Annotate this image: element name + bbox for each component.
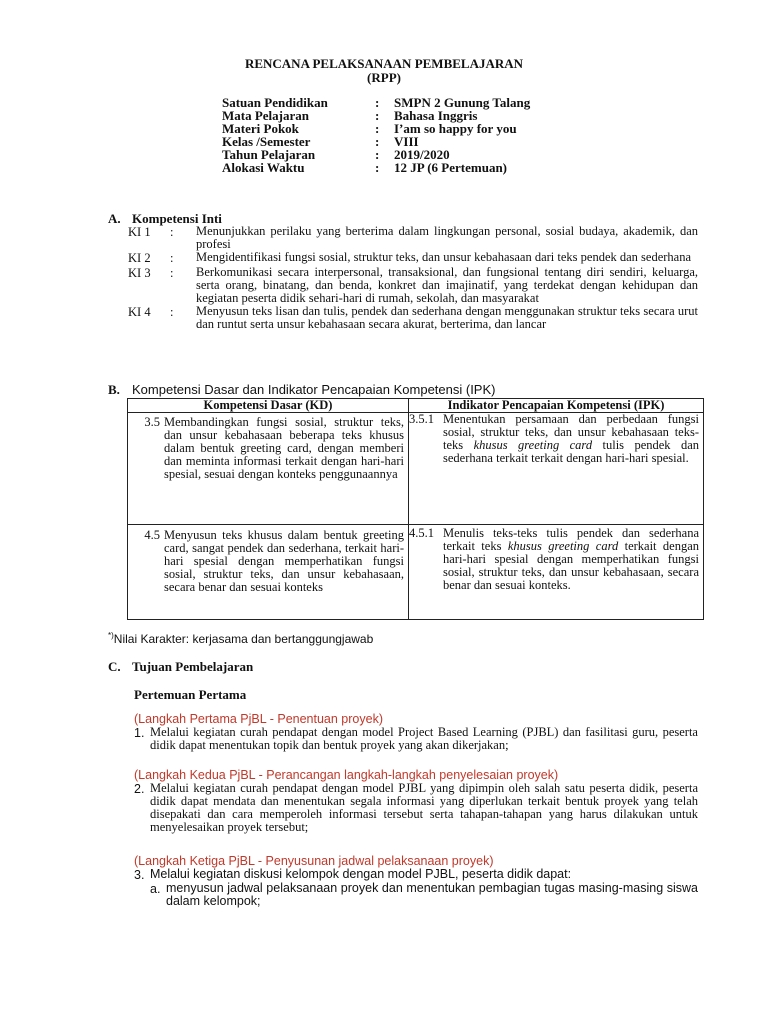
ki-text: Berkomunikasi secara interpersonal, transaksional, dan fungsional tentang diri sendiri, keluarga, serta orang, binatang, dan benda, konkret dan imajinatif, yang terdekat dengan kehidupan dan kegiatan peserta didik sehari-hari di rumah, sekolah, dan masyarakat: [196, 265, 698, 305]
identity-label: Mata Pelajaran: [222, 108, 310, 123]
identity-value: 2019/2020: [394, 147, 450, 162]
ipk-number: 3.5.1: [409, 412, 434, 426]
identity-colon: :: [375, 160, 380, 175]
list-item: [134, 782, 698, 834]
ki-colon: :: [170, 251, 174, 265]
ki-colon: :: [170, 305, 174, 319]
column-header-ipk: Indikator Pencapaian Kompetensi (IPK): [409, 399, 704, 413]
table-row: [128, 525, 704, 620]
identity-colon: :: [375, 108, 380, 123]
identity-colon: :: [375, 95, 380, 110]
section-title: Kompetensi Dasar dan Indikator Pencapaian Kompetensi (IPK): [132, 382, 496, 397]
title-line-2: (RPP): [367, 70, 401, 85]
note-mark: *): [108, 631, 114, 640]
ki-label: KI 3: [128, 266, 151, 280]
title-line-1: RENCANA PELAKSANAAN PEMBELAJARAN: [244, 56, 524, 71]
item-text: Melalui kegiatan curah pendapat dengan model Project Based Learning (PJBL) dan fasilitasi guru, peserta didik dapat menentukan topik dan bentuk proyek yang akan dikerjakan;: [150, 725, 698, 752]
step-heading: (Langkah Pertama PjBL - Penentuan proyek): [134, 712, 383, 726]
ki-item: [128, 266, 698, 305]
item-number: 1.: [134, 726, 145, 740]
ipk-cell: [409, 413, 704, 525]
ki-label: KI 1: [128, 225, 151, 239]
document-title: [0, 57, 768, 85]
identity-value: I’am so happy for you: [394, 121, 517, 136]
section-letter: A.: [108, 211, 121, 226]
note-text: Nilai Karakter: kerjasama dan bertanggungjawab: [113, 632, 374, 646]
ipk-number: 4.5.1: [409, 526, 434, 540]
identity-colon: :: [375, 147, 380, 162]
ki-item: [128, 305, 698, 331]
ipk-text-part: tulis pendek dan sederhana terkait terkait dengan hari-hari spesial.: [443, 438, 700, 465]
identity-label: Materi Pokok: [222, 121, 299, 136]
identity-value: VIII: [394, 134, 419, 149]
kd-number: 4.5: [144, 528, 160, 542]
ipk-text-italic: khusus greeting card: [507, 539, 619, 553]
ki-text: Mengidentifikasi fungsi sosial, struktur teks, dan unsur kebahasaan dari teks pendek dan sederhana: [196, 250, 692, 264]
ipk-text: [443, 527, 703, 592]
identity-colon: :: [375, 121, 380, 136]
meeting-heading: Pertemuan Pertama: [134, 687, 247, 702]
section-c-heading: [108, 659, 253, 675]
identity-label: Satuan Pendidikan: [222, 95, 328, 110]
ipk-text-part: Menulis teks-teks tulis pendek dan sederhana terkait teks: [443, 526, 699, 553]
ki-label: KI 2: [128, 251, 151, 265]
step-heading: (Langkah Kedua PjBL - Perancangan langkah-langkah penyelesaian proyek): [134, 768, 559, 782]
character-note: [108, 631, 373, 646]
identity-label: Kelas /Semester: [222, 134, 311, 149]
ki-label: KI 4: [128, 305, 151, 319]
section-letter: C.: [108, 659, 121, 674]
ki-colon: :: [170, 225, 174, 239]
identity-row: [222, 161, 530, 174]
ipk-text-part: Menentukan persamaan dan perbedaan fungsi sosial, struktur teks, dan unsur kebahasaan teks-teks: [443, 412, 699, 452]
section-title: Kompetensi Inti: [132, 211, 222, 226]
kd-cell: [128, 525, 409, 620]
identity-value: SMPN 2 Gunung Talang: [394, 95, 531, 110]
kd-number: 3.5: [144, 415, 160, 429]
section-b-heading: [108, 382, 495, 398]
identity-value: 12 JP (6 Pertemuan): [394, 160, 508, 175]
item-number: 3.: [134, 868, 145, 882]
ipk-text-italic: khusus greeting card: [473, 438, 593, 452]
kd-cell: [128, 413, 409, 525]
item-text: Melalui kegiatan curah pendapat dengan model PJBL yang dipimpin oleh salah satu peserta didik, peserta didik dapat mendata dan menentukan segala informasi yang diperlukan terkait bentuk proyek yang telah disepakati dan cara memperoleh informasi tersebut serta tahapan-tahapan yang harus dilakukan untuk menyelesaikan proyek tersebut;: [150, 781, 698, 834]
item-text: Melalui kegiatan diskusi kelompok dengan model PJBL, peserta didik dapat:: [150, 867, 572, 881]
ki-item: [128, 251, 698, 266]
table-header-row: [128, 399, 704, 413]
subitem-letter: a.: [150, 882, 161, 896]
list-subitem: [150, 882, 698, 908]
identity-value: Bahasa Inggris: [394, 108, 478, 123]
list-item: [134, 868, 698, 882]
step-heading: (Langkah Ketiga PjBL - Penyusunan jadwal pelaksanaan proyek): [134, 854, 494, 868]
column-header-kd: Kompetensi Dasar (KD): [128, 399, 409, 413]
ki-item: [128, 225, 698, 251]
subitem-text: menyusun jadwal pelaksanaan proyek dan menentukan pembagian tugas masing-masing siswa dalam kelompok;: [166, 881, 698, 908]
identity-colon: :: [375, 134, 380, 149]
identity-label: Tahun Pelajaran: [222, 147, 316, 162]
kd-text: Menyusun teks khusus dalam bentuk greeting card, sangat pendek dan sederhana, terkait hari-hari spesial dengan memperhatikan fungsi sosial, struktur teks, dan unsur kebahasaan, secara benar dan sesuai konteks: [164, 528, 404, 594]
ipk-cell: [409, 525, 704, 620]
section-title: Tujuan Pembelajaran: [132, 659, 254, 674]
kd-ipk-table: [127, 398, 704, 620]
ipk-text: [443, 413, 703, 465]
identity-label: Alokasi Waktu: [222, 160, 305, 175]
section-letter: B.: [108, 382, 120, 397]
list-item: [134, 726, 698, 752]
ipk-text-part: terkait dengan hari-hari spesial dengan memperhatikan fungsi sosial, struktur teks, dan unsur kebahasaan, secara benar dan sesuai konteks.: [443, 539, 699, 592]
table-row: [128, 413, 704, 525]
ki-text: Menyusun teks lisan dan tulis, pendek dan sederhana dengan menggunakan struktur teks secara urut dan runtut serta unsur kebahasaan secara akurat, berterima, dan lancar: [196, 304, 698, 331]
ki-text: Menunjukkan perilaku yang berterima dalam lingkungan personal, sosial budaya, akademik, dan profesi: [196, 224, 698, 251]
kd-text: Membandingkan fungsi sosial, struktur teks, dan unsur kebahasaan beberapa teks khusus dalam bentuk greeting card, dengan memberi dan meminta informasi terkait dengan hari-hari spesial, sesuai dengan konteks penggunaannya: [164, 415, 404, 481]
kompetensi-inti-list: [128, 225, 698, 331]
identity-block: [222, 96, 530, 174]
ki-colon: :: [170, 266, 174, 280]
item-number: 2.: [134, 782, 145, 796]
